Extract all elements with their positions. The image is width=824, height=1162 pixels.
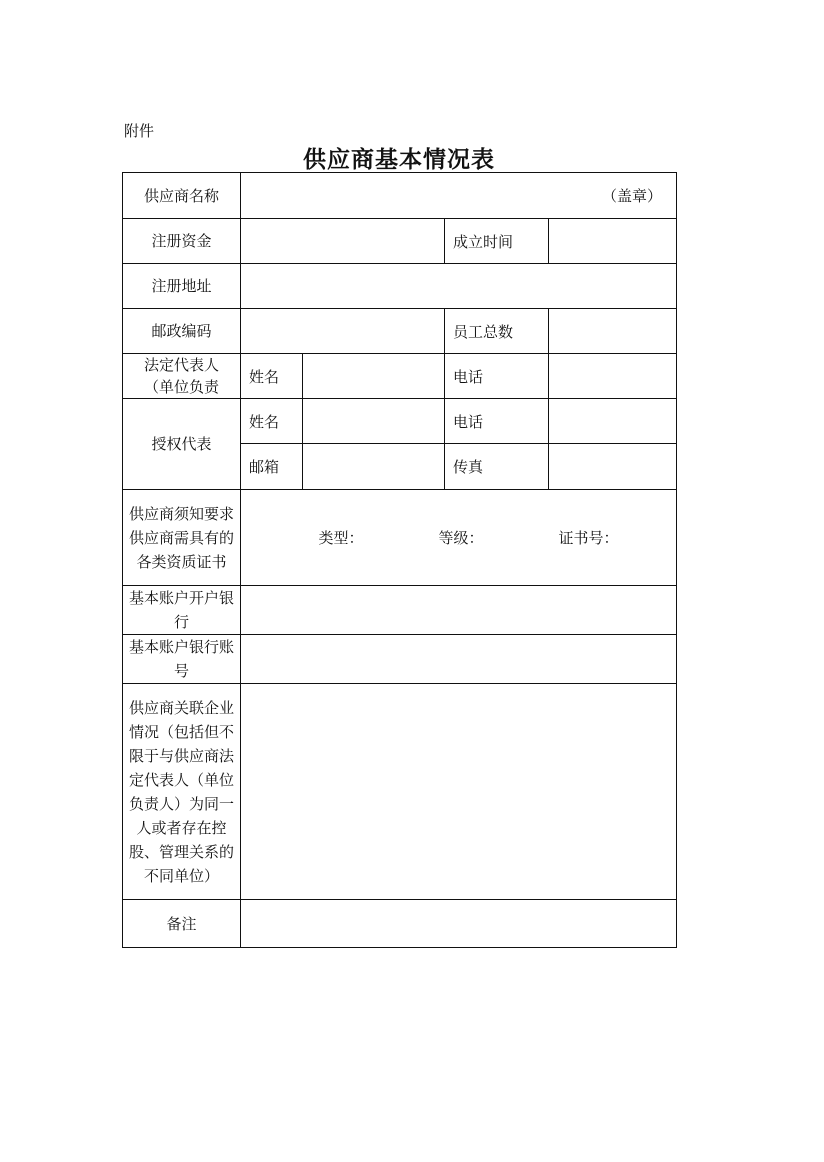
legal-rep-label-line1: 法定代表人	[143, 356, 219, 374]
legal-rep-name-label: 姓名	[241, 354, 303, 399]
seal-note: （盖章）	[602, 187, 663, 205]
remarks-field[interactable]	[241, 900, 677, 948]
basic-account-bank-label: 基本账户开户银行	[123, 586, 241, 635]
authorized-rep-name-field[interactable]	[303, 399, 445, 444]
registered-capital-field[interactable]	[241, 219, 445, 264]
basic-account-bank-field[interactable]	[241, 586, 677, 635]
qual-level-label: 等级：	[438, 529, 484, 547]
postal-code-field[interactable]	[241, 309, 445, 354]
qualifications-label: 供应商须知要求供应商需具有的各类资质证书	[123, 490, 241, 586]
authorized-rep-name-label: 姓名	[241, 399, 303, 444]
established-time-field[interactable]	[549, 219, 677, 264]
qual-cert-no-label: 证书号：	[558, 529, 619, 547]
authorized-rep-phone-field[interactable]	[549, 399, 677, 444]
basic-account-no-label: 基本账户银行账号	[123, 635, 241, 684]
authorized-rep-email-label: 邮箱	[241, 444, 303, 490]
established-time-label: 成立时间	[445, 219, 549, 264]
related-enterprises-label: 供应商关联企业情况（包括但不限于与供应商法定代表人（单位负责人）为同一人或者存在控股、管理关系的不同单位）	[123, 684, 241, 900]
legal-rep-phone-field[interactable]	[549, 354, 677, 399]
legal-rep-label	[123, 354, 241, 399]
registered-address-label: 注册地址	[123, 264, 241, 309]
legal-rep-label-line2: （单位负责	[143, 378, 219, 396]
authorized-rep-email-field[interactable]	[303, 444, 445, 490]
authorized-rep-label: 授权代表	[123, 399, 241, 490]
supplier-name-label: 供应商名称	[123, 173, 241, 219]
supplier-info-table	[122, 172, 677, 948]
total-staff-label: 员工总数	[445, 309, 549, 354]
legal-rep-name-field[interactable]	[303, 354, 445, 399]
remarks-label: 备注	[123, 900, 241, 948]
registered-capital-label: 注册资金	[123, 219, 241, 264]
legal-rep-phone-label: 电话	[445, 354, 549, 399]
supplier-name-field[interactable]	[241, 173, 677, 219]
authorized-rep-phone-label: 电话	[445, 399, 549, 444]
total-staff-field[interactable]	[549, 309, 677, 354]
related-enterprises-field[interactable]	[241, 684, 677, 900]
authorized-rep-fax-field[interactable]	[549, 444, 677, 490]
registered-address-field[interactable]	[241, 264, 677, 309]
qual-type-label: 类型：	[318, 529, 364, 547]
form-title: 供应商基本情况表	[303, 147, 495, 173]
postal-code-label: 邮政编码	[123, 309, 241, 354]
attachment-label: 附件	[124, 122, 155, 140]
qualifications-field[interactable]	[241, 490, 677, 586]
authorized-rep-fax-label: 传真	[445, 444, 549, 490]
basic-account-no-field[interactable]	[241, 635, 677, 684]
